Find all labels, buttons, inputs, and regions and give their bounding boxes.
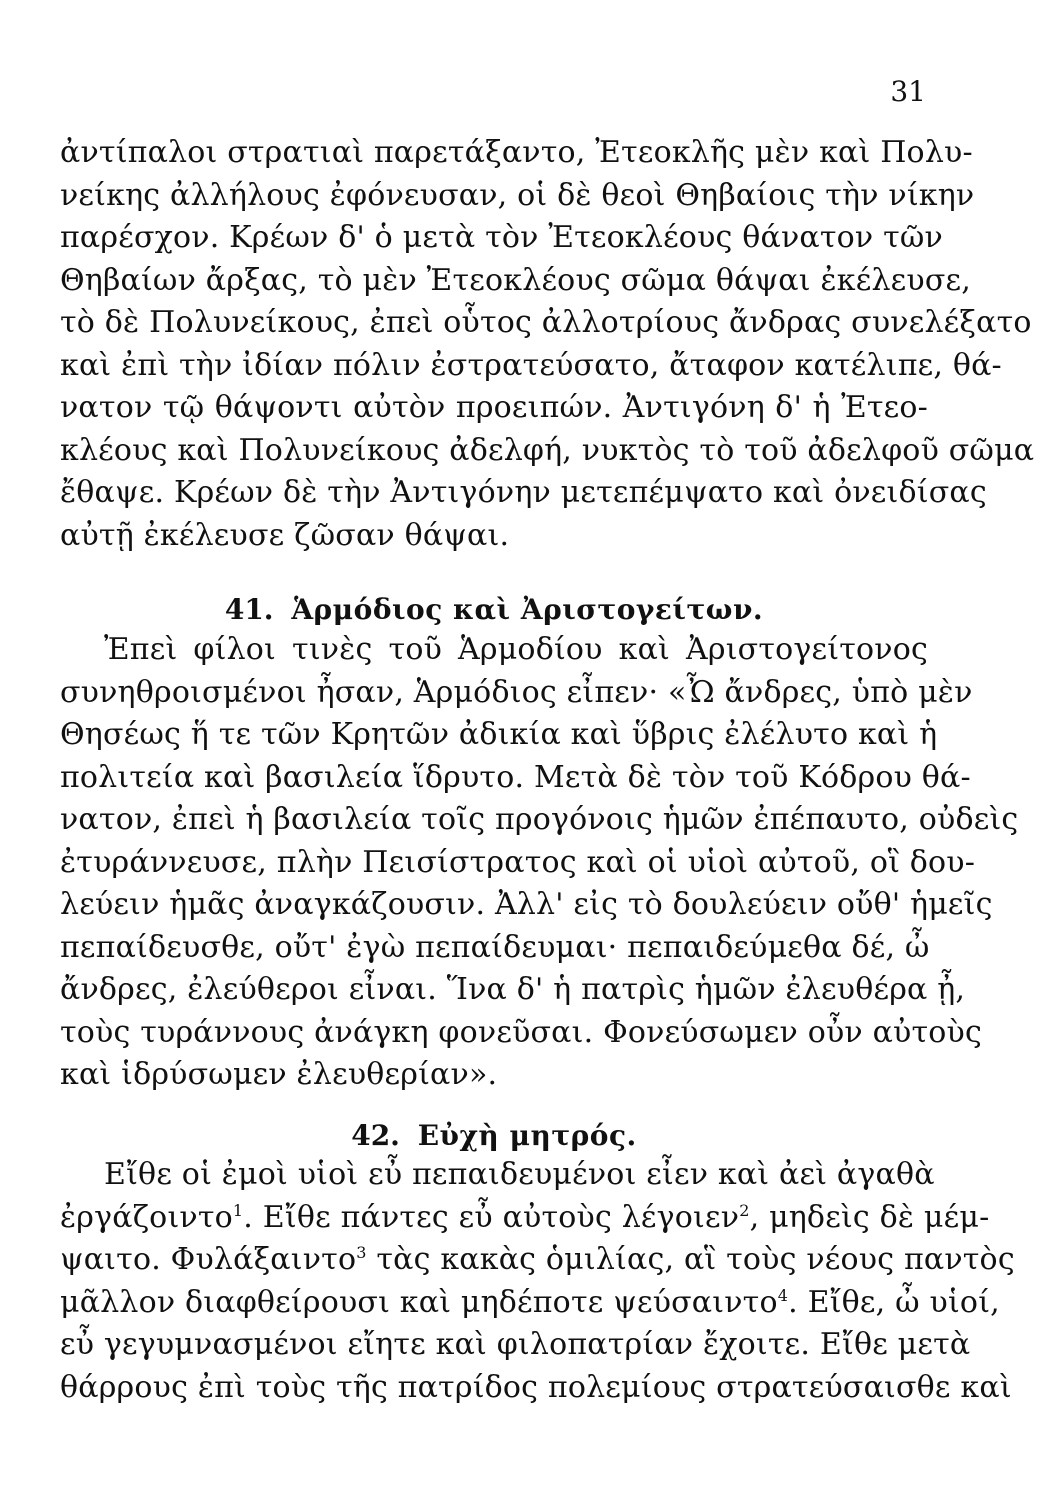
text-line: αὐτῇ ἐκέλευσε ζῶσαν θάψαι. <box>60 517 510 553</box>
text-line <box>60 1324 971 1367</box>
text-segment: εὖ γεγυμνασμένοι εἴητε καὶ φιλοπατρίαν ἔχοιτε. Εἴθε μετὰ <box>60 1327 971 1362</box>
footnote-marker: 4 <box>777 1285 789 1305</box>
text-line: νατον, ἐπεὶ ἡ βασιλεία τοῖς προγόνοις ἡμῶν ἐπέπαυτο, οὐδεὶς <box>60 802 1019 837</box>
text-line: λεύειν ἡμᾶς ἀναγκάζουσιν. Ἀλλ' εἰς τὸ δουλεύειν οὔθ' ἡμεῖς <box>60 887 993 922</box>
text-line: κλέους καὶ Πολυνείκους ἀδελφή, νυκτὸς τὸ τοῦ ἀδελφοῦ σῶμα <box>60 432 1035 468</box>
text-segment: , μηδεὶς δὲ μέμ- <box>749 1199 990 1235</box>
text-line: ἄνδρες, ἐλεύθεροι εἶναι. Ἵνα δ' ἡ πατρὶς ἡμῶν ἐλευθέρα ᾖ, <box>60 972 966 1007</box>
text-line: ἐτυράννευσε, πλὴν Πεισίστρατος καὶ οἱ υἱοὶ αὐτοῦ, οἳ δου- <box>60 844 976 880</box>
text-line <box>60 1367 1012 1410</box>
text-line <box>60 1239 1015 1282</box>
section-42-paragraph <box>60 1154 1015 1409</box>
text-line: τοὺς τυράννους ἀνάγκη φονεῦσαι. Φονεύσωμεν οὖν αὐτοὺς <box>60 1014 982 1050</box>
text-line: συνηθροισμένοι ἦσαν, Ἁρμόδιος εἶπεν· «Ὦ ἄνδρες, ὑπὸ μὲν <box>60 674 973 710</box>
footnote-marker: 3 <box>356 1243 367 1262</box>
footnote-marker: 1 <box>232 1200 244 1220</box>
text-segment: Εἴθε οἱ ἐμοὶ υἱοὶ εὖ πεπαιδευμένοι εἶεν καὶ ἀεὶ ἀγαθὰ <box>104 1157 935 1192</box>
text-line: Ἐπεὶ φίλοι τινὲς τοῦ Ἁρμοδίου καὶ Ἀριστογείτονος <box>104 632 928 667</box>
text-line: ἀντίπαλοι στρατιαὶ παρετάξαντο, Ἐτεοκλῆς μὲν καὶ Πολυ- <box>60 135 973 170</box>
text-segment: τὰς κακὰς ὁμιλίας, αἳ τοὺς νέους παντὸς <box>366 1242 1015 1277</box>
text-line: πεπαίδευσθε, οὔτ' ἐγὼ πεπαίδευμαι· πεπαιδεύμεθα δέ, ὦ <box>60 929 930 965</box>
text-segment: ἐργάζοιντο <box>60 1199 233 1235</box>
section-41-paragraph <box>60 629 1019 1097</box>
section-42-number: 42. <box>351 1119 400 1152</box>
section-42-title: Εὐχὴ μητρός. <box>417 1119 637 1152</box>
section-41-number: 41. <box>224 593 274 626</box>
footnote-marker: 2 <box>739 1200 750 1220</box>
text-line: καὶ ἐπὶ τὴν ἰδίαν πόλιν ἐστρατεύσατο, ἄταφον κατέλιπε, θά- <box>60 347 1002 383</box>
text-line: νατον τῷ θάψοντι αὐτὸν προειπών. Ἀντιγόνη δ' ἡ Ἐτεο- <box>60 390 928 425</box>
text-line: Θησέως ἥ τε τῶν Κρητῶν ἀδικία καὶ ὕβρις ἐλέλυτο καὶ ἡ <box>60 717 938 752</box>
text-segment: . Εἴθε, ὦ υἱοί, <box>788 1284 1000 1320</box>
text-segment: . Εἴθε πάντες εὖ αὐτοὺς λέγοιεν <box>243 1199 740 1235</box>
text-segment: μᾶλλον διαφθείρουσι καὶ μηδέποτε ψεύσαιντο <box>60 1284 778 1320</box>
text-line: καὶ ἱδρύσωμεν ἐλευθερίαν». <box>60 1057 498 1092</box>
section-42-heading <box>60 1116 928 1156</box>
page-number: 31 <box>890 75 926 108</box>
intro-paragraph <box>60 132 1035 557</box>
section-41-title: Ἁρμόδιος καὶ Ἀριστογείτων. <box>291 593 764 626</box>
text-line: Θηβαίων ἄρξας, τὸ μὲν Ἐτεοκλέους σῶμα θάψαι ἐκέλευσε, <box>60 262 971 298</box>
text-line <box>60 1197 990 1240</box>
text-line <box>60 1282 1000 1325</box>
text-line: τὸ δὲ Πολυνείκους, ἐπεὶ οὗτος ἀλλοτρίους ἄνδρας συνελέξατο <box>60 305 1032 340</box>
text-segment: θάρρους ἐπὶ τοὺς τῆς πατρίδος πολεμίους στρατεύσαισθε καὶ <box>60 1369 1012 1405</box>
text-line <box>60 1154 935 1197</box>
text-line: ἔθαψε. Κρέων δὲ τὴν Ἀντιγόνην μετεπέμψατο καὶ ὀνειδίσας <box>60 475 987 510</box>
text-line: παρέσχον. Κρέων δ' ὁ μετὰ τὸν Ἐτεοκλέους θάνατον τῶν <box>60 220 943 255</box>
text-segment: ψαιτο. Φυλάξαιντο <box>60 1242 357 1277</box>
text-line: νείκης ἀλλήλους ἐφόνευσαν, οἱ δὲ θεοὶ Θηβαίοις τὴν νίκην <box>60 177 975 213</box>
section-41-heading <box>60 590 928 630</box>
text-line: πολιτεία καὶ βασιλεία ἵδρυτο. Μετὰ δὲ τὸν τοῦ Κόδρου θά- <box>60 759 971 795</box>
